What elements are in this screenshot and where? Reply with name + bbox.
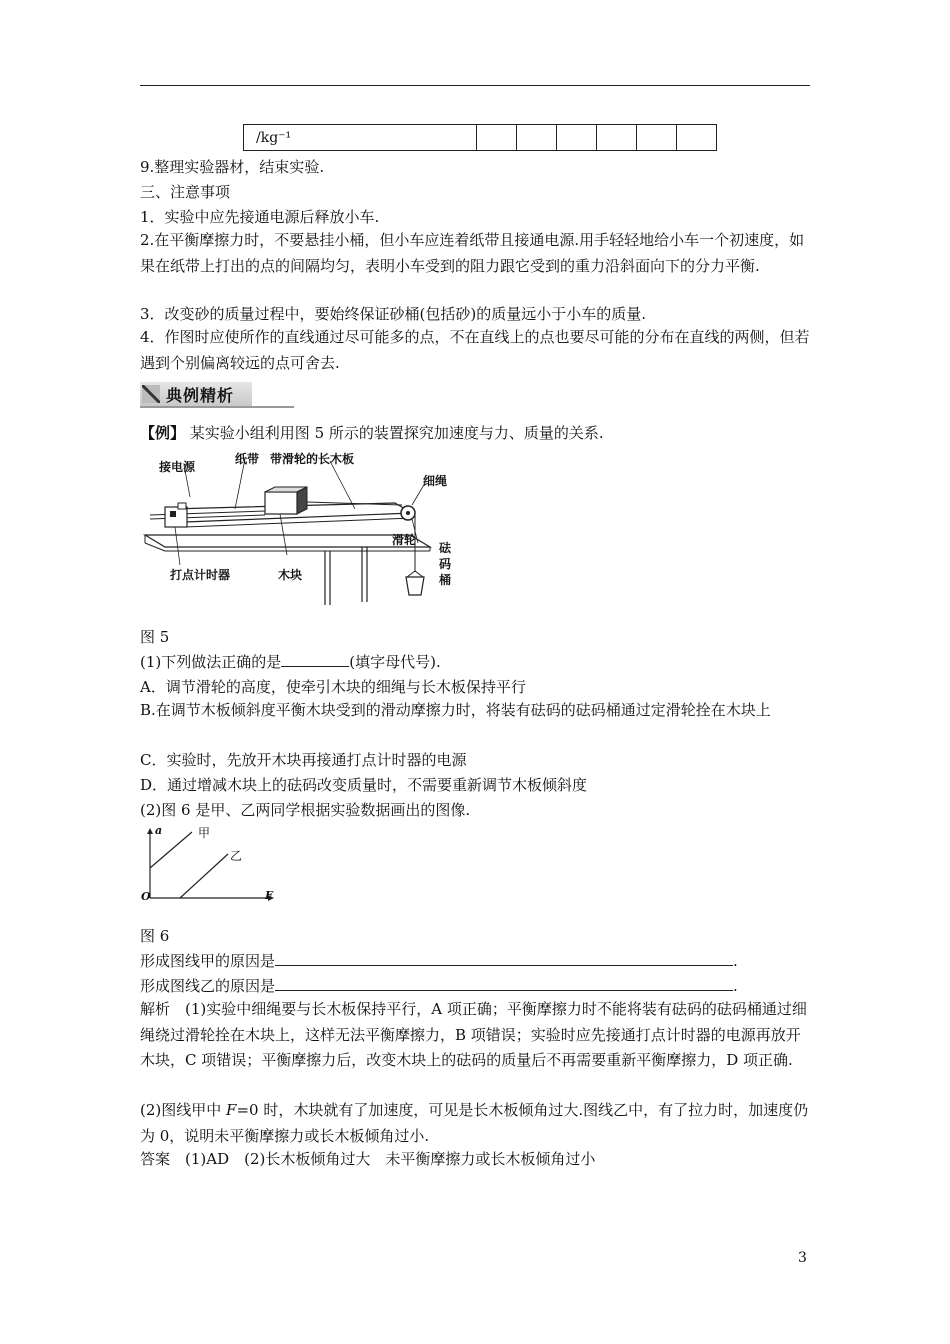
section-title: 典例精析 (166, 386, 235, 405)
section-banner (140, 382, 294, 408)
question-1-stem (140, 651, 441, 673)
label-tape: 纸带 (235, 452, 260, 466)
question-2-stem: (2)图 6 是甲、乙两同学根据实验数据画出的图像. (140, 801, 471, 819)
answer-blank[interactable] (281, 652, 349, 667)
note-1: 1．实验中应先接通电源后释放小车. (140, 208, 380, 226)
label-pulley: 滑轮 (392, 533, 417, 547)
page-number: 3 (798, 1250, 807, 1266)
analysis-part-2 (140, 1098, 812, 1149)
example-tag: 【例】 (140, 424, 186, 442)
answer-line: 答案 (1)AD (2)长木板倾角过大 未平衡摩擦力或长木板倾角过小 (140, 1150, 596, 1168)
notes-heading: 三、注意事项 (140, 183, 231, 201)
answer-blank-yi[interactable] (275, 976, 733, 991)
axis-f-label: F (265, 889, 273, 902)
table-cell (597, 125, 637, 151)
axis-a-label: a (155, 824, 163, 837)
analysis-part-1: 解析 (1)实验中细绳要与长木板保持平行，A 项正确；平衡摩擦力时不能将装有砝码的砝码桶通过细绳绕过滑轮拴在木块上，这样无法平衡摩擦力，B 项错误；实验时应先接通打点计时器的电源再放开木块，C 项错误；平衡摩擦力后，改变木块上的砝码的质量后不再需要重新平衡摩擦力，D 项正确. (140, 1000, 807, 1069)
blank-line-yi (140, 975, 738, 997)
table-unit-cell: /kg⁻¹ (244, 125, 477, 151)
note-2: 2.在平衡摩擦力时，不要悬挂小桶，但小车应连着纸带且接通电源.用手轻轻地给小车一个初速度，如果在纸带上打出的点的间隔均匀，表明小车受到的阻力跟它受到的重力沿斜面向下的分力平衡. (140, 231, 805, 275)
analysis-2a: (2)图线甲中 (140, 1101, 227, 1119)
origin-label: O (141, 890, 151, 903)
question-1-text: (1)下列做法正确的是 (140, 653, 282, 671)
label-block: 木块 (278, 568, 303, 582)
note-4: 4．作图时应使所作的直线通过尽可能多的点，不在直线上的点也要尽可能的分布在直线的两侧，但若遇到个别偏离较远的点可舍去. (140, 328, 810, 372)
figure-5-caption: 图 5 (140, 628, 170, 646)
table-cell (637, 125, 677, 151)
label-bucket: 砝码桶 (439, 541, 452, 587)
label-power: 接电源 (159, 460, 196, 474)
line-yi-label: 乙 (230, 849, 243, 863)
blank-line-jia (140, 950, 738, 972)
period: . (733, 977, 738, 995)
analysis-2b: =0 时，木块就有了加速度，可见是长木板倾角过大.图线乙中，有了拉力时，加速度仍为 0，说明未平衡摩擦力或长木板倾角过小. (140, 1101, 809, 1145)
option-b: B.在调节木板倾斜度平衡木块受到的滑动摩擦力时，将装有砝码的砝码桶通过定滑轮拴在木块上 (140, 701, 771, 719)
answer-blank-jia[interactable] (275, 951, 733, 966)
prompt-yi: 形成图线乙的原因是 (140, 977, 276, 995)
label-board: 带滑轮的长木板 (270, 452, 355, 466)
figure-6-caption: 图 6 (140, 927, 170, 945)
example-text: 某实验小组利用图 5 所示的装置探究加速度与力、质量的关系. (189, 424, 604, 442)
option-d: D．通过增减木块上的砝码改变质量时，不需要重新调节木板倾斜度 (140, 776, 588, 794)
step-9: 9.整理实验器材，结束实验. (140, 158, 325, 176)
table-cell (677, 125, 717, 151)
table-cell (477, 125, 517, 151)
note-3: 3．改变砂的质量过程中，要始终保证砂桶(包括砂)的质量远小于小车的质量. (140, 305, 647, 323)
header-rule (140, 85, 810, 86)
variable-f: F (226, 1101, 237, 1119)
period: . (733, 952, 738, 970)
option-c: C．实验时，先放开木块再接通打点计时器的电源 (140, 751, 467, 769)
example-intro (140, 422, 604, 444)
label-timer: 打点计时器 (170, 568, 231, 582)
data-table-fragment (243, 124, 717, 151)
prompt-jia: 形成图线甲的原因是 (140, 952, 276, 970)
table-cell (557, 125, 597, 151)
question-1-hint: (填字母代号). (349, 653, 441, 671)
diagonal-stripe-icon (142, 385, 160, 403)
label-rope: 细绳 (423, 474, 448, 488)
line-jia-label: 甲 (198, 826, 211, 840)
option-a: A．调节滑轮的高度，使牵引木块的细绳与长木板保持平行 (140, 678, 526, 696)
table-cell (517, 125, 557, 151)
